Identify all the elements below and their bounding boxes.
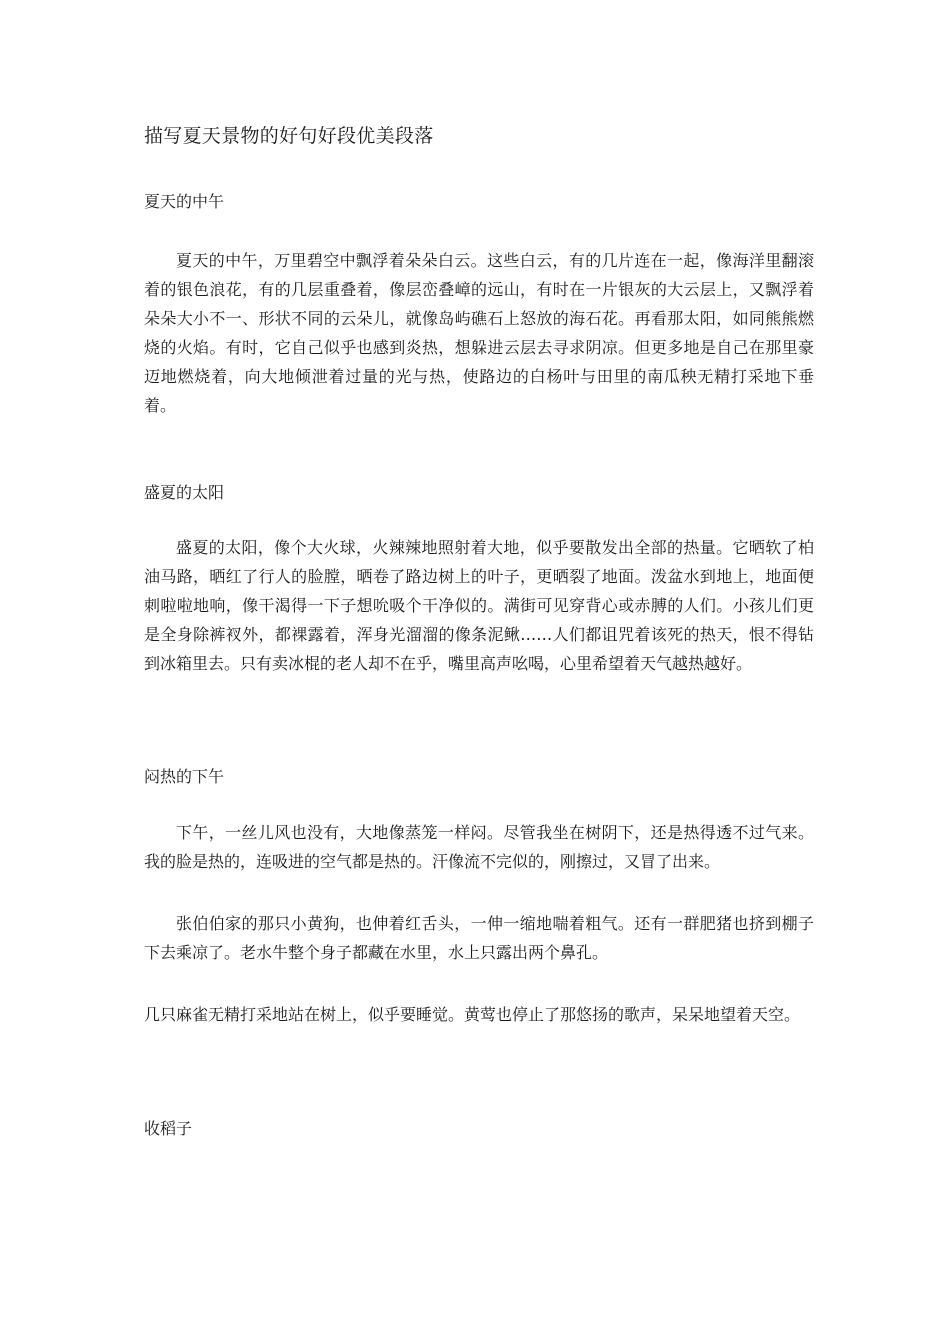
paragraph-muggy-afternoon-3: 几只麻雀无精打采地站在树上，似乎要睡觉。黄莺也停止了那悠扬的歌声，呆呆地望着天空。 (144, 1005, 801, 1024)
paragraph-midsummer-sun: 盛夏的太阳，像个大火球，火辣辣地照射着大地，似乎要散发出全部的热量。它晒软了柏油马路，晒红了行人的脸膛，晒卷了路边树上的叶子，更晒裂了地面。泼盆水到地上，地面便刺啦啦地响，像干渴得一下子想吮吸个干净似的。满街可见穿背心或赤膊的人们。小孩儿们更是全身除裤衩外，都裸露着，浑身光溜溜的像条泥鳅……人们都诅咒着该死的热天，恨不得钻到冰箱里去。只有卖冰棍的老人却不在乎，嘴里高声吆喝，心里希望着天气越热越好。 (144, 538, 814, 673)
section-heading-harvest-rice: 收稻子 (144, 1119, 193, 1138)
section-heading-muggy-afternoon: 闷热的下午 (144, 767, 225, 786)
section-heading-midsummer-sun: 盛夏的太阳 (144, 483, 225, 502)
paragraph-muggy-afternoon-1: 下午，一丝儿风也没有，大地像蒸笼一样闷。尽管我坐在树阴下，还是热得透不过气来。我的脸是热的，连吸进的空气都是热的。汗像流不完似的，刚擦过，又冒了出来。 (144, 823, 814, 871)
document-title: 描写夏天景物的好句好段优美段落 (144, 125, 434, 147)
paragraph-noon: 夏天的中午，万里碧空中飘浮着朵朵白云。这些白云，有的几片连在一起，像海洋里翻滚着的银色浪花，有的几层重叠着，像层峦叠嶂的远山，有时在一片银灰的大云层上，又飘浮着朵朵大小不一、形状不同的云朵儿，就像岛屿礁石上怒放的海石花。再看那太阳，如同熊熊燃烧的火焰。有时，它自己似乎也感到炎热，想躲进云层去寻求阴凉。但更多地是自己在那里豪迈地燃烧着，向大地倾泄着过量的光与热，使路边的白杨叶与田里的南瓜秧无精打采地下垂着。 (144, 251, 814, 415)
paragraph-muggy-afternoon-2: 张伯伯家的那只小黄狗，也伸着红舌头，一伸一缩地喘着粗气。还有一群肥猪也挤到棚子下去乘凉了。老水牛整个身子都藏在水里，水上只露出两个鼻孔。 (144, 914, 814, 962)
section-heading-noon: 夏天的中午 (144, 192, 225, 211)
